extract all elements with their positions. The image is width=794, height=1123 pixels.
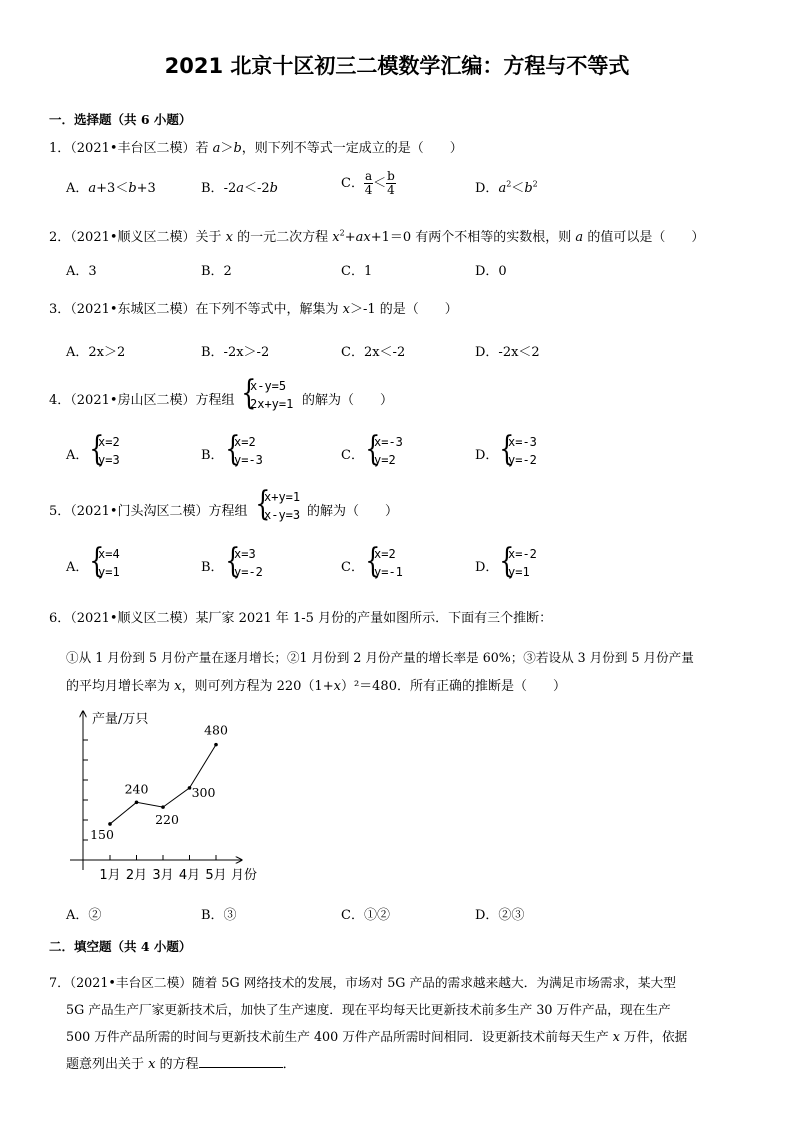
- q6-option-a[interactable]: A．②: [66, 908, 102, 923]
- question-6-line1: 6．（2021•顺义区二模）某厂家 2021 年 1-5 月份的产量如图所示．下面有三个推断：: [49, 611, 553, 626]
- data-point: [135, 801, 139, 805]
- q3-option-c[interactable]: C．2x＜-2: [341, 345, 406, 360]
- brace-icon: {: [255, 484, 271, 524]
- data-label: 220: [155, 812, 179, 828]
- section-choice: 一．选择题（共 6 小题）: [49, 112, 192, 127]
- data-label: 150: [90, 826, 114, 842]
- question-5-suffix: 的解为（ ）: [307, 504, 399, 519]
- data-point: [214, 743, 218, 747]
- answer-blank[interactable]: [199, 1055, 283, 1068]
- data-label: 300: [191, 784, 216, 800]
- q4-option-b-label[interactable]: B．: [201, 448, 224, 463]
- q4-option-c-label[interactable]: C．: [341, 448, 364, 463]
- q1-option-b[interactable]: B．-2a＜-2b: [201, 181, 278, 196]
- x-tick-label: 1月: [99, 868, 121, 883]
- question-7-line3: 500 万件产品所需的时间与更新技术前生产 400 万件产品所需时间相同．设更新技术前每天生产 x 万件，依据: [66, 1029, 688, 1044]
- question-2: 2．（2021•顺义区二模）关于 x 的一元二次方程 $x^2+ax+1=0$ 有两个不相等的实数根，则 a 的值可以是（ ）: [49, 228, 705, 245]
- question-4-prefix: 4．（2021•房山区二模）方程组: [49, 393, 235, 408]
- q1-prefix: 1．（2021•丰台区二模）若: [49, 141, 213, 156]
- q5-option-b-label[interactable]: B．: [201, 560, 224, 575]
- q1-option-c[interactable]: C． $\frac{a}{4}$ ＜ $\frac{b}{4}$: [341, 169, 395, 197]
- q5-option-d-label[interactable]: D．: [475, 560, 499, 575]
- y-axis-label: 产量/万只: [92, 712, 149, 727]
- data-label: 480: [204, 722, 228, 738]
- q2-option-c[interactable]: C．1: [341, 264, 373, 279]
- question-3: 3．（2021•东城区二模）在下列不等式中，解集为 x＞-1 的是（ ）: [49, 302, 458, 317]
- x-axis-label: 月份: [231, 868, 258, 883]
- q2-option-d[interactable]: D．0: [475, 264, 507, 279]
- section-fill: 二．填空题（共 4 小题）: [49, 939, 192, 954]
- data-label: 240: [124, 781, 149, 797]
- q3-option-d[interactable]: D．-2x＜2: [475, 345, 540, 360]
- data-point: [161, 805, 165, 809]
- q1-option-a[interactable]: A．a+3＜b+3: [66, 181, 156, 196]
- q2-option-a[interactable]: A．3: [66, 264, 97, 279]
- page-title: 2021 北京十区初三二模数学汇编：方程与不等式: [164, 54, 630, 78]
- q5-option-a-label[interactable]: A．: [66, 560, 89, 575]
- question-7-line1: 7．（2021•丰台区二模）随着 5G 网络技术的发展，市场对 5G 产品的需求越来越大．为满足市场需求，某大型: [49, 975, 676, 990]
- q5-option-c-label[interactable]: C．: [341, 560, 364, 575]
- q6-option-b[interactable]: B．③: [201, 908, 237, 923]
- q6-option-c[interactable]: C．①②: [341, 908, 390, 923]
- q3-option-a[interactable]: A．2x＞2: [66, 345, 126, 360]
- production-line-chart: [60, 705, 280, 890]
- q4-option-a-label[interactable]: A．: [66, 448, 89, 463]
- q3-option-b[interactable]: B．-2x＞-2: [201, 345, 270, 360]
- question-7-line4: 题意列出关于 x 的方程 ．: [66, 1057, 296, 1072]
- q1-condition: a: [212, 141, 221, 156]
- brace-icon: {: [241, 373, 257, 413]
- x-tick-label: 4月: [178, 868, 201, 883]
- q1-mid: ，则下列不等式一定成立的是（ ）: [241, 141, 463, 156]
- question-6-line3: 的平均月增长率为 x，则可列方程为 220（1+x）²＝480．所有正确的推断是（ ）: [66, 679, 566, 694]
- x-tick-label: 2月: [125, 868, 148, 883]
- question-4-suffix: 的解为（ ）: [302, 393, 394, 408]
- question-1: 1．（2021•丰台区二模）若 a＞b，则下列不等式一定成立的是（ ）: [49, 141, 463, 156]
- x-tick-label: 3月: [152, 868, 174, 883]
- q1-option-d[interactable]: D．$a^2<b^2$: [475, 179, 538, 196]
- question-5-prefix: 5．（2021•门头沟区二模）方程组: [49, 504, 248, 519]
- q6-option-d[interactable]: D．②③: [475, 908, 525, 923]
- question-6-line2: ①从 1 月份到 5 月份产量在逐月增长；②1 月份到 2 月份产量的增长率是 60%；③若设从 3 月份到 5 月份产量: [66, 650, 694, 665]
- question-7-line2: 5G 产品生产厂家更新技术后，加快了生产速度．现在平均每天比更新技术前多生产 30 万件产品，现在生产: [66, 1002, 671, 1017]
- q2-option-b[interactable]: B．2: [201, 264, 232, 279]
- data-point: [108, 822, 112, 826]
- q4-option-d-label[interactable]: D．: [475, 448, 499, 463]
- x-tick-label: 5月: [205, 868, 227, 883]
